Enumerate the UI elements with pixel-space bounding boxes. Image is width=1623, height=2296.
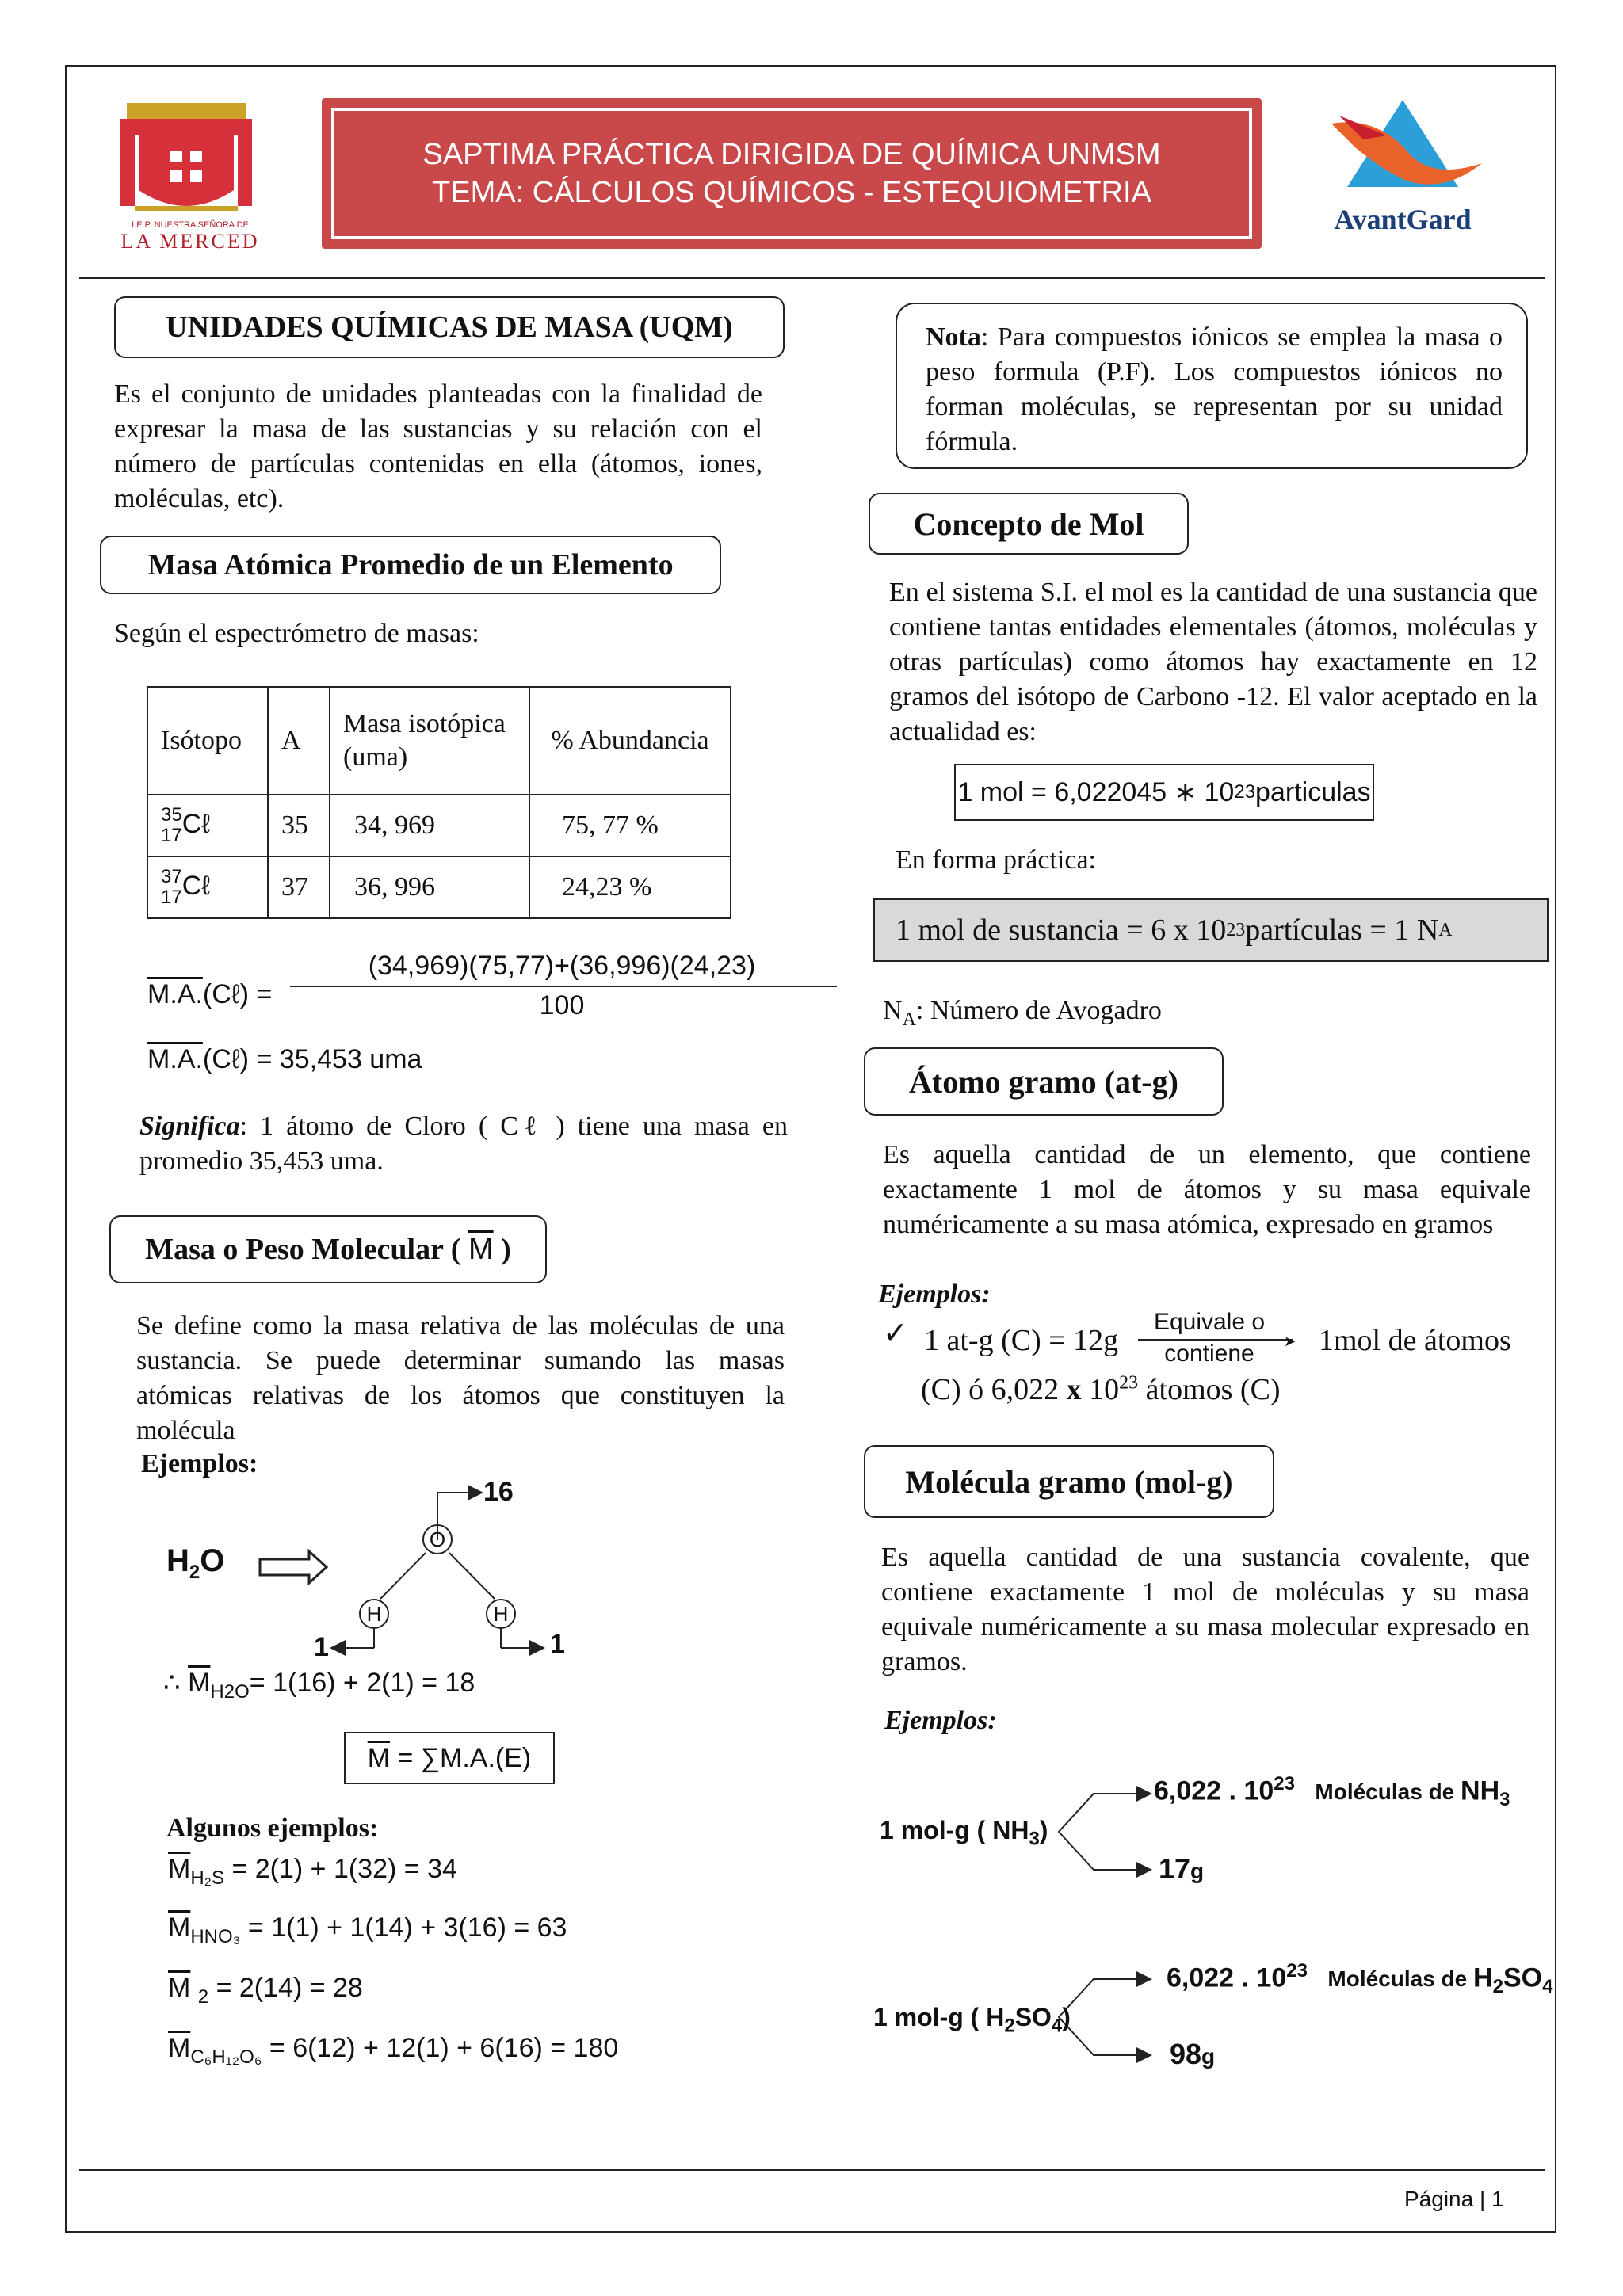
mm-text: Se define como la masa relativa de las moléculas de una sustancia. Se puede determinar sumando las masas atómicas relativas de los átomos que constituyen la molécula xyxy=(136,1311,785,1445)
uqm-title: UNIDADES QUÍMICAS DE MASA (UQM) xyxy=(114,296,785,358)
ex2-bottom: 98g xyxy=(1170,2038,1216,2070)
ex2-top: 6,022 . $10^{23}$ Moléculas de $H_2SO_4$ xyxy=(1167,1960,1553,1998)
spectro-text: Según el espectrómetro de masas: xyxy=(114,619,479,648)
mm-ejemplos: Ejemplos: xyxy=(141,1449,258,1478)
algunos-ejemplos: Algunos ejemplos: xyxy=(166,1814,379,1843)
atg-example: ✓ 1 at-g (C) = 12g Equivale o ➤ contiene 1mol de átomos (C) ó 6,022 x $10^{23}$ átomos (C) xyxy=(883,1309,1511,1406)
table-row: 35 17 Cℓ 35 34, 969 75, 77 % xyxy=(147,795,731,856)
school-logo xyxy=(111,95,285,254)
th-isotopo: Isótopo xyxy=(147,687,268,795)
th-abundancia: % Abundancia xyxy=(529,687,731,795)
uqm-text: Es el conjunto de unidades planteadas con la finalidad de expresar la masa de las sustancias y su relación con el número de partículas contenidas en ella (átomos, iones, moléculas, etc). xyxy=(114,379,762,513)
table-row: 37 17 Cℓ 37 36, 996 24,23 % xyxy=(147,856,731,918)
h2o-label: $H_2O$ xyxy=(166,1543,225,1583)
mat-title: Masa Atómica Promedio de un Elemento xyxy=(100,536,721,594)
avantgard-logo xyxy=(1308,92,1498,242)
label-1-right: 1 xyxy=(550,1629,565,1659)
th-a: A xyxy=(268,687,330,795)
example-n2: $\overline{M}$ $_2$ = 2(14) = 28 xyxy=(168,1973,363,2008)
label-1-left: 1 xyxy=(314,1632,329,1662)
mol-title: Concepto de Mol xyxy=(869,493,1189,555)
school-logo-small: I.E.P. NUESTRA SEÑORA DE xyxy=(132,220,249,230)
school-logo-text: LA MERCED xyxy=(120,230,260,253)
atg-text: Es aquella cantidad de un elemento, que contiene exactamente 1 mol de átomos y su masa equivale numéricamente a su masa atómica, expresado en gramos xyxy=(883,1140,1531,1239)
h2o-diagram xyxy=(158,1474,602,1680)
sum-formula: $\overline{M}$ = ∑M.A.(E) xyxy=(344,1732,555,1784)
ma-formula: M.A.(Cℓ) = (34,969)(75,77)+(36,996)(24,23) 100 xyxy=(147,951,702,1046)
ex1-top: 6,022 . $10^{23}$ Moléculas de $NH_3$ xyxy=(1154,1773,1510,1811)
banner-line2: TEMA: CÁLCULOS QUÍMICOS - ESTEQUIOMETRIA xyxy=(432,176,1151,209)
example-hno3: $\overline{M}_{HNO_3} = 1(1) + 1(14) + 3(16) = 63$ xyxy=(168,1913,567,1947)
molg-ejemplos: Ejemplos: xyxy=(884,1706,997,1735)
na-definition: $N_A$: Número de Avogadro xyxy=(883,996,1162,1030)
isotope-table xyxy=(147,686,731,919)
banner-line1: SAPTIMA PRÁCTICA DIRIGIDA DE QUÍMICA UNMSM xyxy=(422,138,1161,171)
header-divider xyxy=(79,277,1545,279)
title-banner xyxy=(322,98,1262,249)
mol-value: 1 mol = 6,022045 ∗ 10 23 particulas xyxy=(954,764,1374,821)
hydrogen-atom-left: H xyxy=(359,1599,389,1629)
practica-box: 1 mol de sustancia = 6 x 10 23 partículas = 1 N A xyxy=(873,898,1549,962)
mol-text: En el sistema S.I. el mol es la cantidad de una sustancia que contiene tantas entidades elementales (átomos, moléculas y otras partículas) como átomos hay exactamente en 12 gramos del isótopo de Carbono -12. El valor aceptado en la actualidad es: xyxy=(889,578,1537,746)
hydrogen-atom-right: H xyxy=(486,1599,516,1629)
example-glucose: $\overline{M}_{C_6H_{12}O_6} = 6(12) + 12(1) + 6(16) = 180$ xyxy=(168,2033,619,2068)
equivale-arrow: Equivale o ➤ contiene xyxy=(1138,1312,1300,1367)
footer-divider xyxy=(79,2169,1545,2171)
mh2o-equation: ∴ $\overline{M}_{H2O}= 1(16) + 2(1) = 18$ xyxy=(163,1668,475,1703)
significa-text: Significa: 1 átomo de Cloro ( Cℓ ) tiene una masa en promedio 35,453 uma. xyxy=(139,1112,788,1176)
molg-title: Molécula gramo (mol-g) xyxy=(864,1445,1274,1518)
oxygen-atom: O xyxy=(422,1524,453,1554)
th-masa: Masa isotópica (uma) xyxy=(330,687,529,795)
atg-ejemplos: Ejemplos: xyxy=(878,1280,991,1309)
ex1-bottom: 17g xyxy=(1159,1852,1205,1885)
example-h2s: $\overline{M}_{H_2S} = 2(1) + 1(32) = 34$ xyxy=(168,1854,457,1889)
check-icon: ✓ xyxy=(883,1317,908,1350)
ma-result: M.A.(Cℓ) = 35,453 uma xyxy=(147,1044,422,1074)
page-footer: Página | 1 xyxy=(1404,2187,1504,2211)
nota-text: Nota: Para compuestos iónicos se emplea la masa o peso formula (P.F). Los compuestos iónicos no forman moléculas, se representan por su unidad fórmula. xyxy=(926,322,1503,456)
atg-title: Átomo gramo (at-g) xyxy=(864,1047,1224,1116)
mm-title: Masa o Peso Molecular ( $\overline{M}$ ) xyxy=(109,1215,547,1283)
label-16: 16 xyxy=(483,1477,514,1507)
avantgard-logo-text: AvantGard xyxy=(1334,204,1472,235)
practica-label: En forma práctica: xyxy=(896,845,1096,875)
ex2-left: 1 mol-g ( $H_2SO_4$) xyxy=(873,2003,1071,2037)
molg-text: Es aquella cantidad de una sustancia covalente, que contiene exactamente 1 mol de moléculas y su masa equivale numéricamente a su masa molecular expresado en gramos. xyxy=(881,1543,1529,1676)
nota-box xyxy=(896,303,1528,469)
ex1-left: 1 mol-g ( $NH_3$) xyxy=(880,1816,1048,1850)
